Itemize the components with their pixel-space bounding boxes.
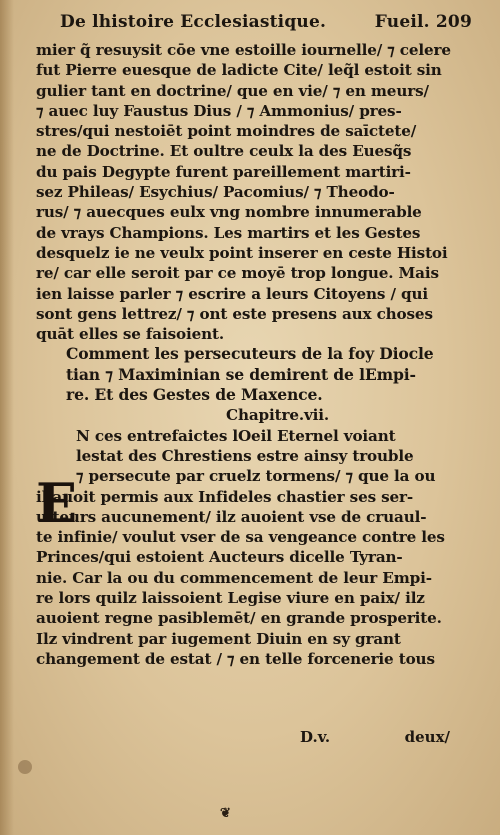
body-line: sez Phileas/ Esychius/ Pacomius/ ⁊ Theodo- <box>36 183 395 202</box>
chapter-line: te infinie/ voulut vser de sa vengeance contre les <box>36 528 445 547</box>
body-line: stres/qui nestoiēt point moindres de saīctete/ <box>36 122 417 141</box>
chapter-heading <box>36 344 466 405</box>
folio-number: 209 <box>435 12 472 32</box>
footer-line <box>300 728 450 750</box>
chapter-line: lestat des Chrestiens estre ainsy trouble <box>76 446 414 465</box>
chapter-label: Chapitre.vii. <box>226 406 330 425</box>
body-line: re/ car elle seroit par ce moyē trop longue. Mais <box>36 264 439 283</box>
chapter-line: Ilz vindrent par iugement Diuin en sy grant <box>36 629 401 648</box>
folio <box>375 12 472 32</box>
chapter-line: il auoit permis aux Infideles chastier ses ser- <box>36 487 414 506</box>
body-line: quāt elles se faisoient. <box>36 325 225 344</box>
paper-stain <box>18 760 32 774</box>
chapter-line: Princes/qui estoient Aucteurs dicelle Tyran- <box>36 548 403 567</box>
body-line: desquelz ie ne veulx point inserer en ceste Histoi <box>36 243 448 262</box>
body-line: sont gens lettrez/ ⁊ ont este presens aux choses <box>36 304 433 323</box>
body-line: rus/ ⁊ auecques eulx vng nombre innumerable <box>36 203 422 222</box>
chapter-heading-line: Comment les persecuteurs de la foy Diocle <box>66 344 434 364</box>
page-edge-shadow <box>0 0 14 835</box>
body-line: gulier tant en doctrine/ que en vie/ ⁊ en meurs/ <box>36 81 429 100</box>
body-line: du pais Degypte furent pareillement martiri- <box>36 162 411 181</box>
signature-mark: D.v. <box>300 728 331 746</box>
chapter-line: auoient regne pasiblemēt/ en grande prosperite. <box>36 609 442 628</box>
text-block <box>36 40 466 669</box>
body-line: fut Pierre euesque de ladicte Cite/ leq̃l estoit sin <box>36 61 442 80</box>
chapter-line: N ces entrefaictes lOeil Eternel voiant <box>76 426 396 445</box>
chapter-line: ⁊ persecute par cruelz tormens/ ⁊ que la ou <box>76 467 436 486</box>
running-head <box>60 12 472 38</box>
chapter-line: re lors quilz laissoient Legise viure en paix/ ilz <box>36 589 425 608</box>
chapter-heading-line: tian ⁊ Maximinian se demirent de lEmpi- <box>66 364 416 384</box>
running-head-title: De lhistoire Ecclesiastique. <box>60 12 327 32</box>
chapter-line: uiteurs aucunement/ ilz auoient vse de cruaul- <box>36 507 427 526</box>
chapter-heading-line: re. Et des Gestes de Maxence. <box>66 385 323 405</box>
drop-cap: E <box>36 471 78 535</box>
body-line: ien laisse parler ⁊ escrire a leurs Citoyens / qui <box>36 284 428 303</box>
catchword: deux/ <box>404 728 450 746</box>
body-line: de vrays Champions. Les martirs et les Gestes <box>36 223 421 242</box>
body-line: ⁊ auec luy Faustus Dius / ⁊ Ammonius/ pres- <box>36 101 402 120</box>
body-line: ne de Doctrine. Et oultre ceulx la des Euesq̃s <box>36 142 412 161</box>
chapter-line: changement de estat / ⁊ en telle forcenerie tous <box>36 649 435 668</box>
chapter-line: nie. Car la ou du commencement de leur Empi- <box>36 568 432 587</box>
bottom-ornament-icon: ❦ <box>220 806 231 821</box>
folio-label: Fueil. <box>374 12 430 32</box>
body-line: mier q̃ resuysit cōe vne estoille iournelle/ ⁊ celere <box>36 41 451 59</box>
